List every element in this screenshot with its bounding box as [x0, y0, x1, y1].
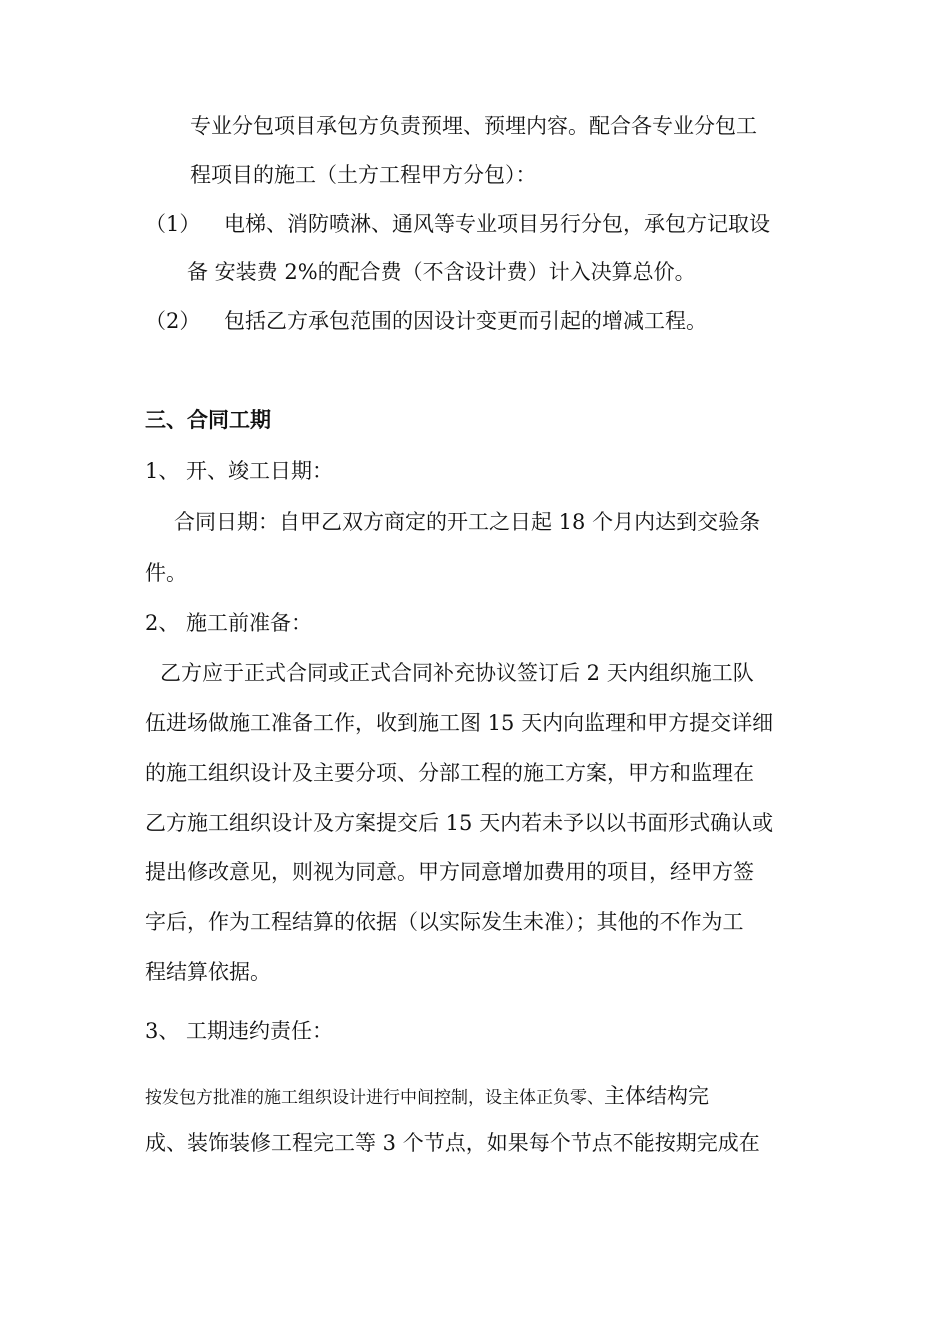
- paragraph-fragment-small: 按发包方批准的施工组织设计进行中间控制，设主体正负零、: [145, 1088, 604, 1108]
- subsection-heading: 2、 施工前准备：: [145, 611, 313, 635]
- paragraph-line: 的施工组织设计及主要分项、分部工程的施工方案，甲方和监理在: [145, 761, 754, 785]
- paragraph-line: 成、装饰装修工程完工等 3 个节点，如果每个节点不能按期完成在: [145, 1131, 760, 1155]
- paragraph-line: 合同日期：自甲乙双方商定的开工之日起 18 个月内达到交验条: [174, 510, 761, 534]
- paragraph-line: 伍进场做施工准备工作，收到施工图 15 天内向监理和甲方提交详细: [145, 711, 774, 735]
- paragraph-line: 程结算依据。: [145, 960, 271, 984]
- section-heading: 三、合同工期: [145, 407, 271, 432]
- paragraph-line: 字后，作为工程结算的依据（以实际发生未准）；其他的不作为工: [145, 910, 744, 934]
- list-item-text: 包括乙方承包范围的因设计变更而引起的增减工程。: [224, 309, 707, 333]
- list-item-number: （1）: [145, 212, 201, 236]
- paragraph-line: 件。: [145, 561, 187, 585]
- subsection-heading: 3、 工期违约责任：: [145, 1019, 334, 1043]
- paragraph-line: [145, 1086, 709, 1107]
- paragraph-line: 专业分包项目承包方负责预埋、预埋内容。配合各专业分包工: [190, 114, 757, 138]
- paragraph-line: 提出修改意见，则视为同意。甲方同意增加费用的项目，经甲方签: [145, 860, 754, 884]
- list-item-text: 电梯、消防喷淋、通风等专业项目另行分包，承包方记取设: [224, 212, 770, 236]
- paragraph-line: 程项目的施工（土方工程甲方分包）：: [190, 163, 537, 187]
- paragraph-line: 乙方施工组织设计及方案提交后 15 天内若未予以以书面形式确认或: [145, 811, 774, 835]
- paragraph-line: 乙方应于正式合同或正式合同补充协议签订后 2 天内组织施工队: [160, 661, 754, 685]
- subsection-heading: 1、 开、竣工日期：: [145, 459, 334, 483]
- list-item-continuation: 备 安装费 2%的配合费（不含设计费）计入决算总价。: [187, 260, 696, 284]
- list-item-number: （2）: [145, 309, 201, 333]
- paragraph-fragment: 主体结构完: [604, 1084, 709, 1108]
